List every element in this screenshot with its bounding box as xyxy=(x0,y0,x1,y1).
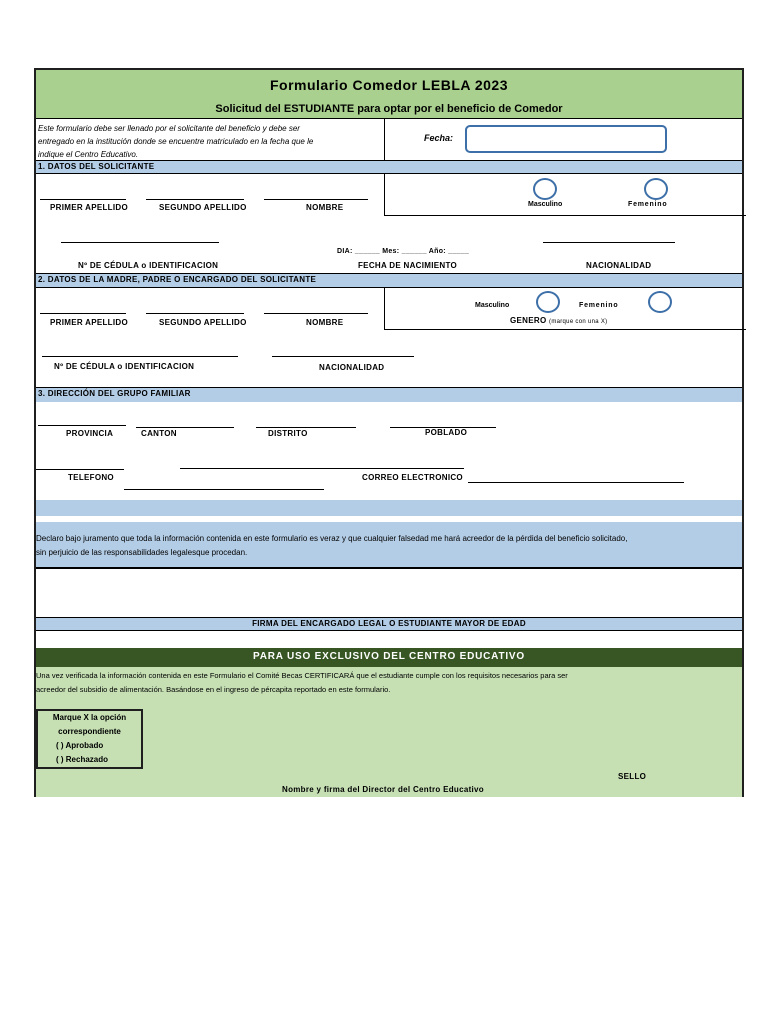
form-subtitle: Solicitud del ESTUDIANTE para optar por el beneficio de Comedor xyxy=(215,103,563,115)
cedula-label: Nº DE CÉDULA o IDENTIFICACION xyxy=(78,261,219,270)
field-line[interactable] xyxy=(146,313,244,314)
declaration-line-2: sin perjuicio de las responsabilidades legalesque procedan. xyxy=(36,548,248,557)
field-line[interactable] xyxy=(61,242,219,243)
genero-label xyxy=(510,316,607,325)
declaration-text xyxy=(36,532,627,560)
field-line[interactable] xyxy=(543,242,675,243)
provincia-label: PROVINCIA xyxy=(66,429,114,438)
school-line-2: acreedor del subsidio de alimentación. Basándose en el ingreso de pércapita reportado en este formulario. xyxy=(36,685,391,694)
nacionalidad-label: NACIONALIDAD xyxy=(319,363,385,372)
distrito-label: DISTRITO xyxy=(268,429,308,438)
field-line[interactable] xyxy=(42,356,238,357)
field-line[interactable] xyxy=(146,199,244,200)
school-body xyxy=(36,667,742,797)
intro-line-2: entregado en la institución donde se encuentre matriculado en la fecha que le xyxy=(38,137,314,146)
femenino-radio[interactable] xyxy=(644,178,668,200)
section3-header xyxy=(36,387,742,402)
correo-label: CORREO ELECTRONICO xyxy=(362,473,463,482)
masculino-radio[interactable] xyxy=(536,291,560,313)
field-line[interactable] xyxy=(264,313,368,314)
segundo-apellido-label: SEGUNDO APELLIDO xyxy=(159,203,247,212)
section1-header xyxy=(36,160,742,174)
sello-label: SELLO xyxy=(618,772,647,781)
masculino-label: Masculino xyxy=(475,302,510,309)
nacionalidad-label: NACIONALIDAD xyxy=(586,261,652,270)
intro-line-3: indique el Centro Educativo. xyxy=(38,150,139,159)
segundo-apellido-label: SEGUNDO APELLIDO xyxy=(159,318,247,327)
section2-title: 2. DATOS DE LA MADRE, PADRE O ENCARGADO DEL SOLICITANTE xyxy=(38,275,317,284)
option-box-line-2: correspondiente xyxy=(58,727,121,736)
femenino-label: Femenino xyxy=(579,302,619,309)
section3-title: 3. DIRECCIÓN DEL GRUPO FAMILIAR xyxy=(38,389,191,398)
intro-line-1: Este formulario debe ser llenado por el solicitante del beneficio y debe ser xyxy=(38,124,300,133)
signature-area[interactable] xyxy=(36,569,742,617)
divider xyxy=(384,174,385,216)
fecha-label: Fecha: xyxy=(424,133,454,143)
primer-apellido-label: PRIMER APELLIDO xyxy=(50,318,128,327)
rechazado-option[interactable]: ( ) Rechazado xyxy=(56,755,109,764)
poblado-label: POBLADO xyxy=(425,428,468,437)
fecha-field[interactable] xyxy=(465,125,667,153)
telefono-label: TELEFONO xyxy=(68,473,114,482)
nombre-label: NOMBRE xyxy=(306,318,344,327)
declaration-line-1: Declaro bajo juramento que toda la información contenida en este formulario es veraz y que cualquier falsedad me hará acreedor de la pérdida del beneficio solicitado, xyxy=(36,534,628,543)
field-line[interactable] xyxy=(264,199,368,200)
field-line[interactable] xyxy=(40,313,126,314)
option-box xyxy=(36,709,143,769)
school-line-1: Una vez verificada la información contenida en este Formulario el Comité Becas CERTIFICARÁ que el estudiante cumple con los requisitos necesarios para ser xyxy=(36,671,568,680)
form-container xyxy=(34,68,744,797)
field-line[interactable] xyxy=(256,427,356,428)
masculino-radio[interactable] xyxy=(533,178,557,200)
signature-label: FIRMA DEL ENCARGADO LEGAL O ESTUDIANTE MAYOR DE EDAD xyxy=(252,619,526,628)
femenino-label: Femenino xyxy=(628,201,668,208)
declaration-block xyxy=(36,521,742,567)
field-line[interactable] xyxy=(36,469,124,470)
correo-field-line[interactable] xyxy=(468,482,684,483)
fecha-nacimiento-label: FECHA DE NACIMIENTO xyxy=(358,261,458,270)
canton-label: CANTON xyxy=(141,429,177,438)
genero-text: GENERO xyxy=(510,316,547,325)
school-title: PARA USO EXCLUSIVO DEL CENTRO EDUCATIVO xyxy=(253,651,525,662)
aprobado-option[interactable]: ( ) Aprobado xyxy=(56,741,104,750)
divider xyxy=(384,118,385,160)
field-line[interactable] xyxy=(38,425,126,426)
divider xyxy=(384,329,746,330)
school-text xyxy=(36,669,568,697)
primer-apellido-label: PRIMER APELLIDO xyxy=(50,203,128,212)
genero-note: (marque con una X) xyxy=(549,319,608,325)
section2-header xyxy=(36,273,742,288)
director-signature-label: Nombre y firma del Director del Centro Educativo xyxy=(282,785,484,794)
divider xyxy=(384,288,385,330)
form-header xyxy=(36,70,742,118)
spacer-band xyxy=(36,500,742,516)
school-header xyxy=(36,648,742,667)
field-line[interactable] xyxy=(136,427,234,428)
cedula-label: Nº DE CÉDULA o IDENTIFICACION xyxy=(54,362,195,371)
nombre-label: NOMBRE xyxy=(306,203,344,212)
field-line[interactable] xyxy=(124,489,324,490)
femenino-radio[interactable] xyxy=(648,291,672,313)
section1-title: 1. DATOS DEL SOLICITANTE xyxy=(38,162,155,171)
divider xyxy=(384,215,746,216)
intro-text xyxy=(38,122,313,161)
field-line[interactable] xyxy=(40,199,126,200)
option-box-line-1: Marque X la opción xyxy=(52,713,127,722)
field-line[interactable] xyxy=(180,468,464,469)
field-line[interactable] xyxy=(272,356,414,357)
form-title: Formulario Comedor LEBLA 2023 xyxy=(269,77,509,93)
fecha-partes[interactable]: DIA: ______ Mes: ______ Año: _____ xyxy=(337,248,470,255)
divider xyxy=(36,118,742,119)
masculino-label: Masculino xyxy=(528,201,563,208)
signature-label-band xyxy=(36,617,742,631)
